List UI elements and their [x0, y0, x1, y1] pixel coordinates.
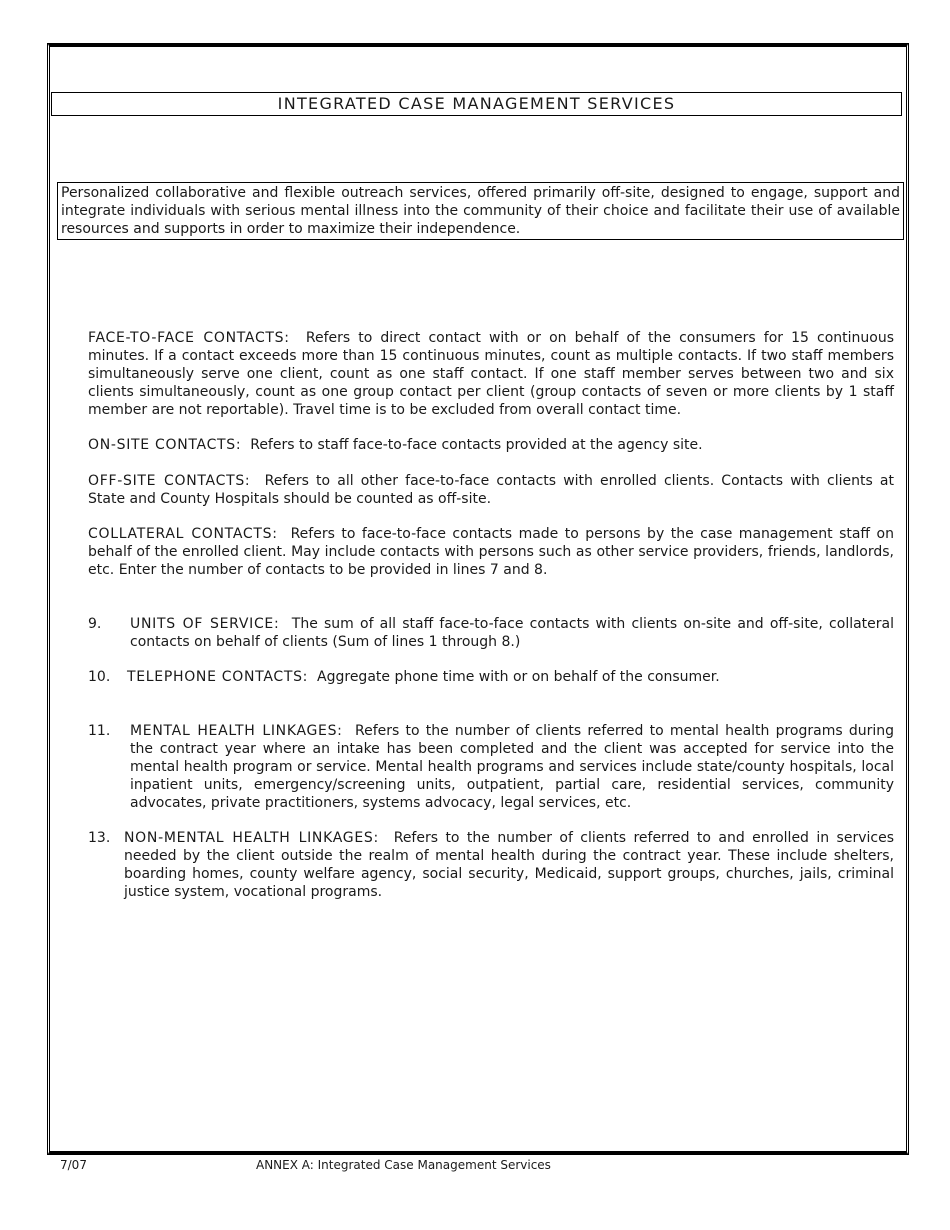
definition-label: OFF-SITE CONTACTS: [88, 473, 251, 489]
definition-text: Refers to face-to-face contacts made to persons by the case management staff on behalf of the enrolled client. May include contacts with persons such as other service providers, friends, landlords, etc. Enter the number of contacts to be provided in lines 7 and 8. [88, 526, 894, 578]
item-label: TELEPHONE CONTACTS: [127, 669, 309, 685]
item-number: 10. [88, 669, 111, 685]
definition-label: COLLATERAL CONTACTS: [88, 526, 278, 542]
definition-off-site [88, 472, 894, 508]
service-definition: Personalized collaborative and flexible outreach services, offered primarily off-site, designed to engage, support and integrate individuals with serious mental illness into the community of their choice and facilitate their use of available resources and supports in order to maximize their independence. [57, 182, 904, 240]
definition-face-to-face [88, 329, 894, 419]
item-number: 9. [88, 616, 102, 632]
footer-annex: ANNEX A: Integrated Case Management Services [256, 1158, 551, 1172]
definition-text: Refers to all other face-to-face contacts with enrolled clients. Contacts with clients at State and County Hospitals should be counted as off-site. [88, 473, 894, 507]
definition-collateral [88, 525, 894, 579]
definition-text: Refers to staff face-to-face contacts provided at the agency site. [250, 437, 703, 453]
item-mental-health-linkages [88, 722, 894, 812]
item-telephone-contacts [88, 668, 894, 686]
item-text: Refers to the number of clients referred to and enrolled in services needed by the client outside the realm of mental health during the contract year. These include shelters, boarding homes, county welfare agency, social security, Medicaid, support groups, churches, jails, criminal justice system, vocational programs. [124, 830, 894, 900]
definition-text: Refers to direct contact with or on behalf of the consumers for 15 continuous minutes. If a contact exceeds more than 15 continuous minutes, count as multiple contacts. If two staff members simultaneously serve one client, count as one staff contact. If one staff member serves between two and six clients simultaneously, count as one group contact per client (group contacts of seven or more clients by 1 staff member are not reportable). Travel time is to be excluded from overall contact time. [88, 330, 894, 418]
definition-label: FACE-TO-FACE CONTACTS: [88, 330, 290, 346]
item-number: 13. [88, 830, 111, 846]
definition-label: ON-SITE CONTACTS: [88, 437, 242, 453]
item-label: NON-MENTAL HEALTH LINKAGES: [124, 830, 379, 846]
item-non-mental-health-linkages [88, 829, 894, 901]
item-label: UNITS OF SERVICE: [130, 616, 280, 632]
definition-on-site [88, 436, 894, 454]
item-label: MENTAL HEALTH LINKAGES: [130, 723, 343, 739]
item-units-of-service [88, 615, 894, 651]
footer-date: 7/07 [60, 1158, 87, 1172]
page-title: INTEGRATED CASE MANAGEMENT SERVICES [51, 92, 902, 116]
item-text: The sum of all staff face-to-face contacts with clients on-site and off-site, collateral contacts on behalf of clients (Sum of lines 1 through 8.) [130, 616, 895, 650]
item-text: Aggregate phone time with or on behalf of the consumer. [317, 669, 720, 685]
item-number: 11. [88, 723, 111, 739]
item-text: Refers to the number of clients referred to mental health programs during the contract year where an intake has been completed and the client was accepted for service into the mental health program or service. Mental health programs and services include state/county hospitals, local inpatient units, emergency/screening units, outpatient, partial care, residential services, community advocates, private practitioners, systems advocacy, legal services, etc. [130, 723, 895, 811]
